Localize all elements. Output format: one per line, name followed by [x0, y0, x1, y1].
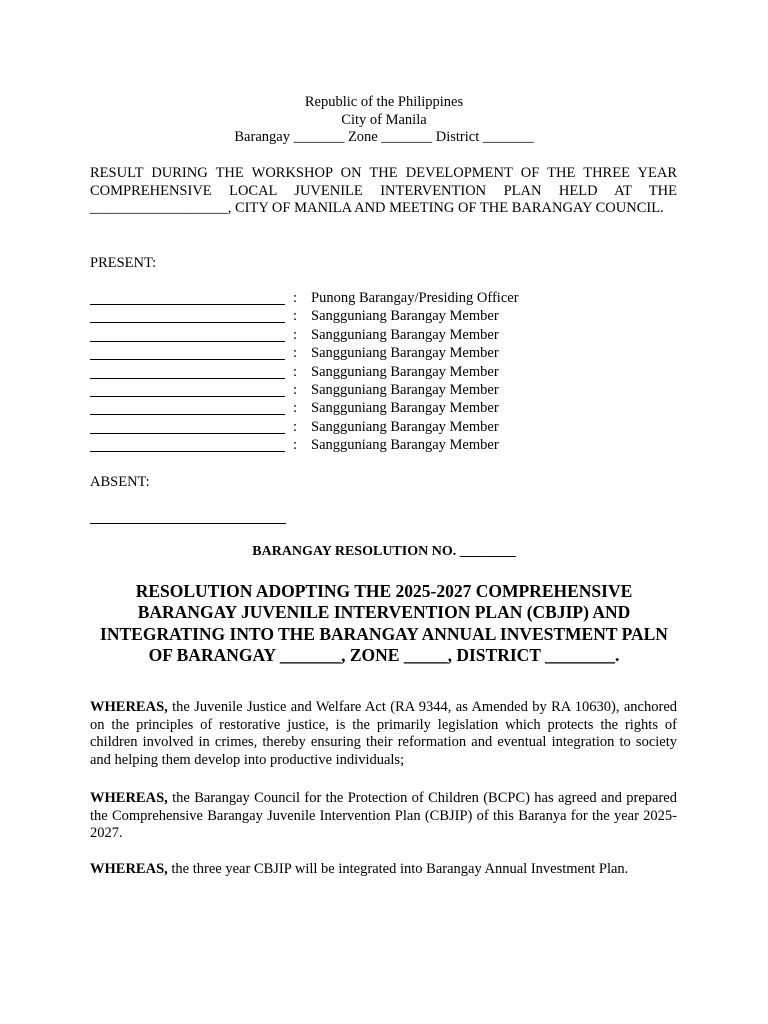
role-label: Sangguniang Barangay Member	[311, 363, 499, 380]
colon-separator: :	[293, 345, 298, 362]
colon-separator: :	[293, 400, 298, 417]
header-barangay-line: Barangay _______ Zone _______ District _______	[234, 129, 534, 145]
role-label: Punong Barangay/Presiding Officer	[311, 290, 519, 306]
colon-separator: :	[293, 290, 298, 306]
role-label: Sangguniang Barangay Member	[311, 400, 499, 417]
role-label: Sangguniang Barangay Member	[311, 326, 499, 343]
whereas-keyword: WHEREAS,	[90, 790, 168, 806]
signature-line	[90, 433, 285, 434]
absent-label: ABSENT:	[90, 474, 150, 490]
whereas-keyword: WHEREAS,	[90, 699, 168, 715]
role-label: Sangguniang Barangay Member	[311, 308, 499, 325]
resolution-title-line: OF BARANGAY _______, ZONE _____, DISTRICT ________.	[148, 644, 620, 665]
signature-line	[90, 396, 285, 397]
whereas-text: the three year CBJIP will be integrated into Barangay Annual Investment Plan.	[171, 861, 629, 877]
header-republic: Republic of the Philippines	[304, 94, 464, 110]
colon-separator: :	[293, 437, 298, 454]
whereas-clause-2	[90, 790, 677, 843]
colon-separator: :	[293, 308, 298, 325]
resolution-title-line: INTEGRATING INTO THE BARANGAY ANNUAL INVESTMENT PALN	[100, 623, 668, 644]
signature-line	[90, 359, 285, 360]
document-header	[0, 94, 768, 147]
role-label: Sangguniang Barangay Member	[311, 418, 499, 435]
colon-separator: :	[293, 418, 298, 435]
resolution-title-line: BARANGAY JUVENILE INTERVENTION PLAN (CBJIP) AND	[137, 602, 631, 623]
signature-line	[90, 414, 285, 415]
intro-paragraph: RESULT DURING THE WORKSHOP ON THE DEVELOPMENT OF THE THREE YEAR COMPREHENSIVE LOCAL JUVENILE INTERVENTION PLAN HELD AT THE ___________________, CITY OF MANILA AND MEETING OF THE BARANGAY COUNCIL.	[90, 165, 677, 216]
resolution-number: BARANGAY RESOLUTION NO. ________	[252, 544, 516, 559]
colon-separator: :	[293, 363, 298, 380]
signature-line	[90, 378, 285, 379]
signature-line	[90, 451, 285, 452]
whereas-clause-1	[90, 699, 677, 769]
present-label: PRESENT:	[90, 255, 157, 271]
role-label: Sangguniang Barangay Member	[311, 437, 499, 454]
signature-line	[90, 322, 285, 323]
whereas-text: the Barangay Council for the Protection of Children (BCPC) has agreed and prepared the Comprehensive Barangay Juvenile Intervention Plan (CBJIP) of this Baranya for the year 2025-2027.	[90, 790, 677, 841]
colon-separator: :	[293, 326, 298, 343]
role-label: Sangguniang Barangay Member	[311, 381, 499, 398]
whereas-clause-3	[90, 861, 677, 879]
whereas-text: the Juvenile Justice and Welfare Act (RA 9344, as Amended by RA 10630), anchored on the principles of restorative justice, is the primarily legislation which protects the rights of children involved in crimes, thereby ensuring their reformation and eventual integration to society and helping them develop into productive individuals;	[90, 699, 678, 768]
signature-line	[90, 304, 285, 305]
whereas-keyword: WHEREAS,	[90, 861, 168, 877]
resolution-title	[80, 581, 688, 666]
header-city: City of Manila	[341, 111, 427, 128]
colon-separator: :	[293, 381, 298, 398]
role-label: Sangguniang Barangay Member	[311, 345, 499, 362]
resolution-title-line: RESOLUTION ADOPTING THE 2025-2027 COMPREHENSIVE	[135, 581, 633, 601]
signature-line	[90, 341, 285, 342]
absent-signature-line	[90, 523, 286, 524]
